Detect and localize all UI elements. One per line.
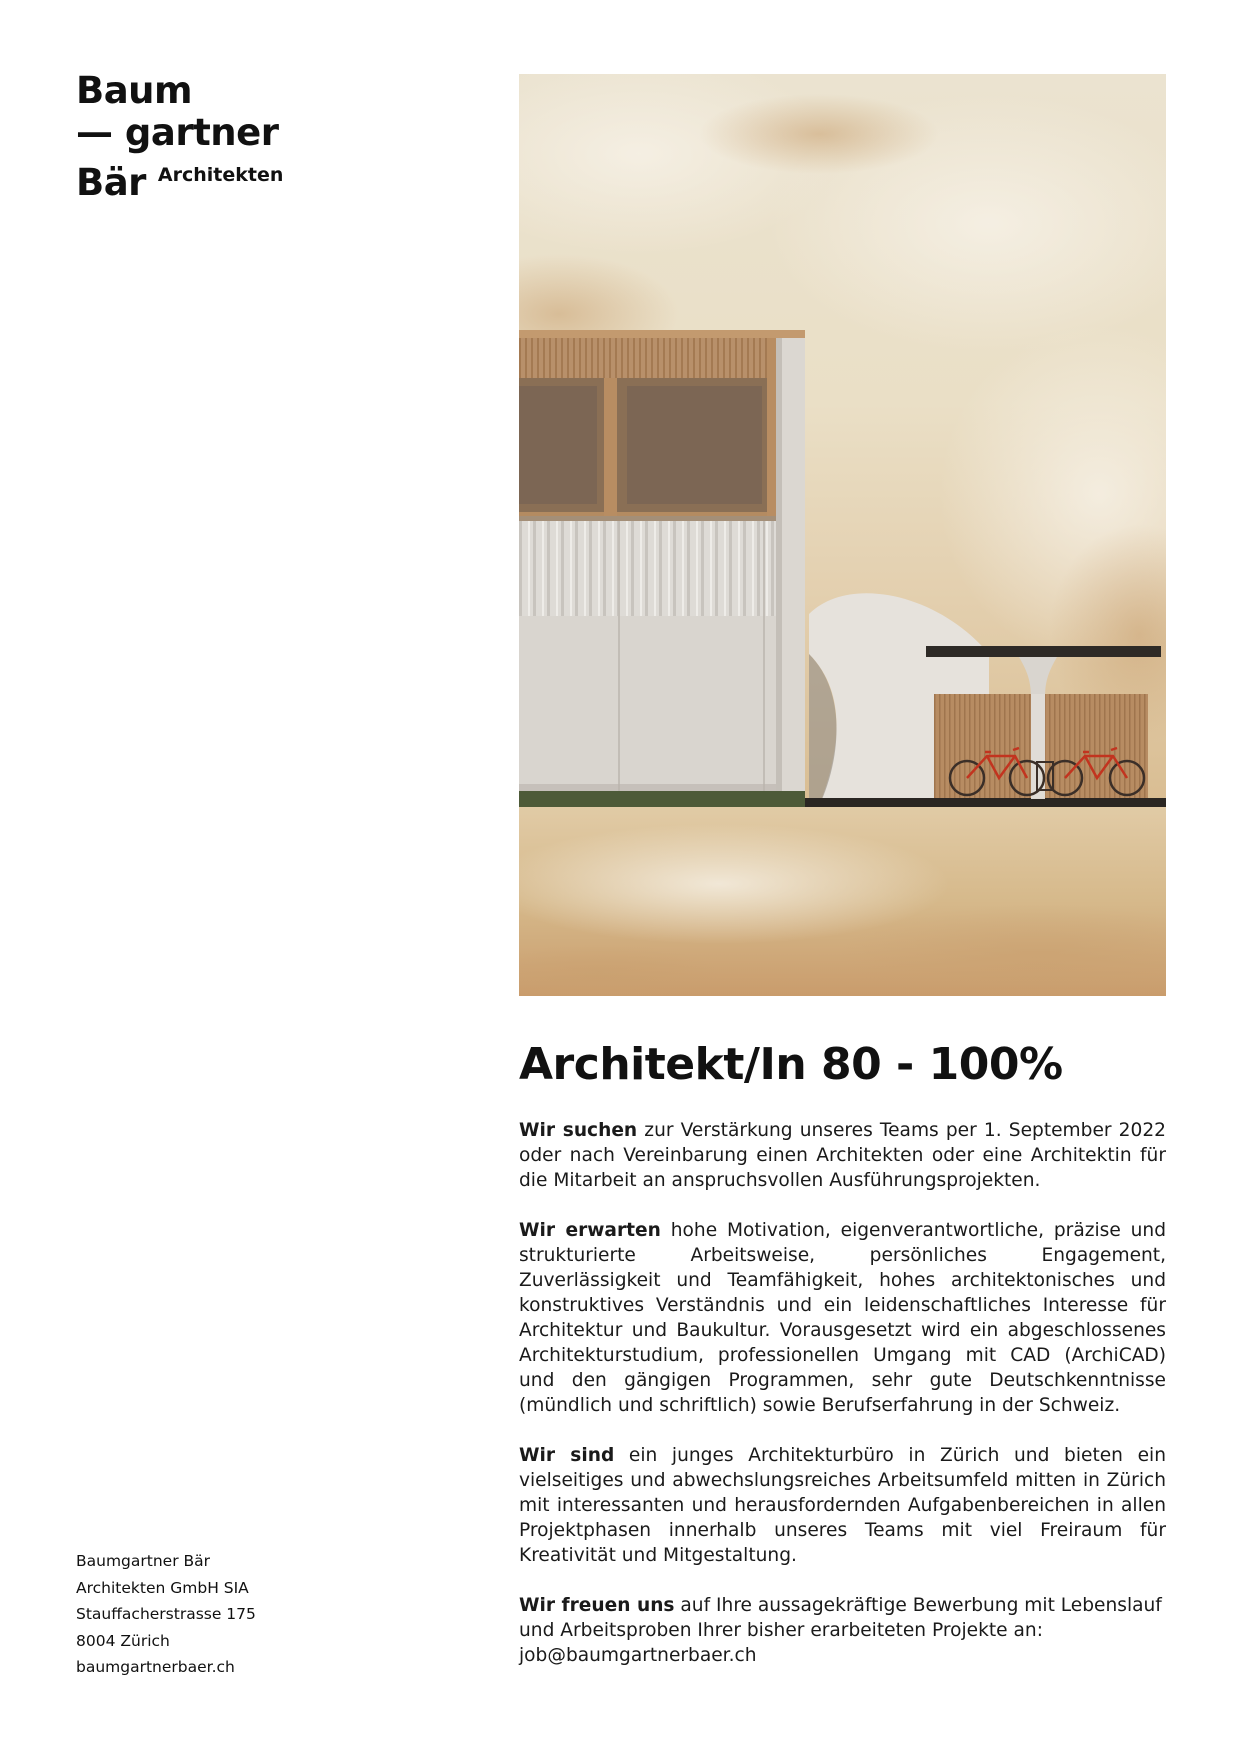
paragraph-we-look-forward	[519, 1593, 1166, 1668]
paragraph-text: ein junges Architekturbüro in Zürich und bieten ein vielseitiges und abwechslungsreiches Arbeitsumfeld mitten in Zürich mit interessanten und herausfordernden Aufgabenbereichen in allen Projektphasen innerhalb unseres Teams mit viel Freiraum für Kreativität und Mitgestaltung.	[519, 1445, 1166, 1566]
address-company-name: Baumgartner Bär	[76, 1552, 211, 1570]
logo-subtitle: Architekten	[157, 164, 284, 186]
application-email-link[interactable]: job@baumgartnerbaer.ch	[519, 1645, 757, 1666]
building-illustration	[519, 74, 1166, 996]
paragraph-lead: Wir erwarten	[519, 1220, 661, 1241]
paragraph-text: hohe Motivation, eigenverantwortliche, präzise und strukturierte Arbeitsweise, persönliches Engagement, Zuverlässigkeit und Teamfähigkeit, hohes architektonisches und konstruktives Verständnis und ein leidenschaftliches Interesse für Architektur und Baukultur. Vorausgesetzt wird ein abgeschlossenes Architekturstudium, professionellen Umgang mit CAD (ArchiCAD) und den gängigen Programmen, sehr gute Deutschkenntnisse (mündlich und schriftlich) sowie Berufserfahrung in der Schweiz.	[519, 1220, 1167, 1416]
paragraph-lead: Wir freuen uns	[519, 1595, 675, 1616]
paragraph-text: zur Verstärkung unseres Teams per 1. September 2022 oder nach Vereinbarung einen Architekten oder eine Architektin für die Mitarbeit an anspruchsvollen Ausführungsprojekten.	[519, 1120, 1167, 1191]
paragraph-lead: Wir sind	[519, 1445, 615, 1466]
logo-line-3-text: Bär	[76, 161, 146, 204]
address-company-form: Architekten GmbH SIA	[76, 1578, 249, 1597]
canopy	[926, 646, 1161, 657]
address-street: Stauffacherstrasse 175	[76, 1605, 256, 1623]
logo-line-2: — gartner	[76, 111, 279, 154]
job-title: Architekt/In 80 - 100%	[519, 1039, 1063, 1090]
company-logo	[76, 70, 283, 204]
company-address	[76, 1548, 256, 1681]
address-city: 8004 Zürich	[76, 1631, 170, 1650]
paragraph-text: auf Ihre aussagekräftige Bewerbung mit Lebenslauf und Arbeitsproben Ihrer bisher erarbeiteten Projekte an:	[519, 1595, 1162, 1641]
paragraph-we-are	[519, 1443, 1166, 1568]
address-website-link[interactable]: baumgartnerbaer.ch	[76, 1658, 235, 1676]
paragraph-we-expect	[519, 1218, 1166, 1418]
logo-line-3	[76, 154, 283, 204]
logo-line-1: Baum	[76, 69, 193, 112]
paragraph-lead: Wir suchen	[519, 1120, 638, 1141]
job-description	[519, 1118, 1166, 1693]
paragraph-we-search	[519, 1118, 1166, 1193]
